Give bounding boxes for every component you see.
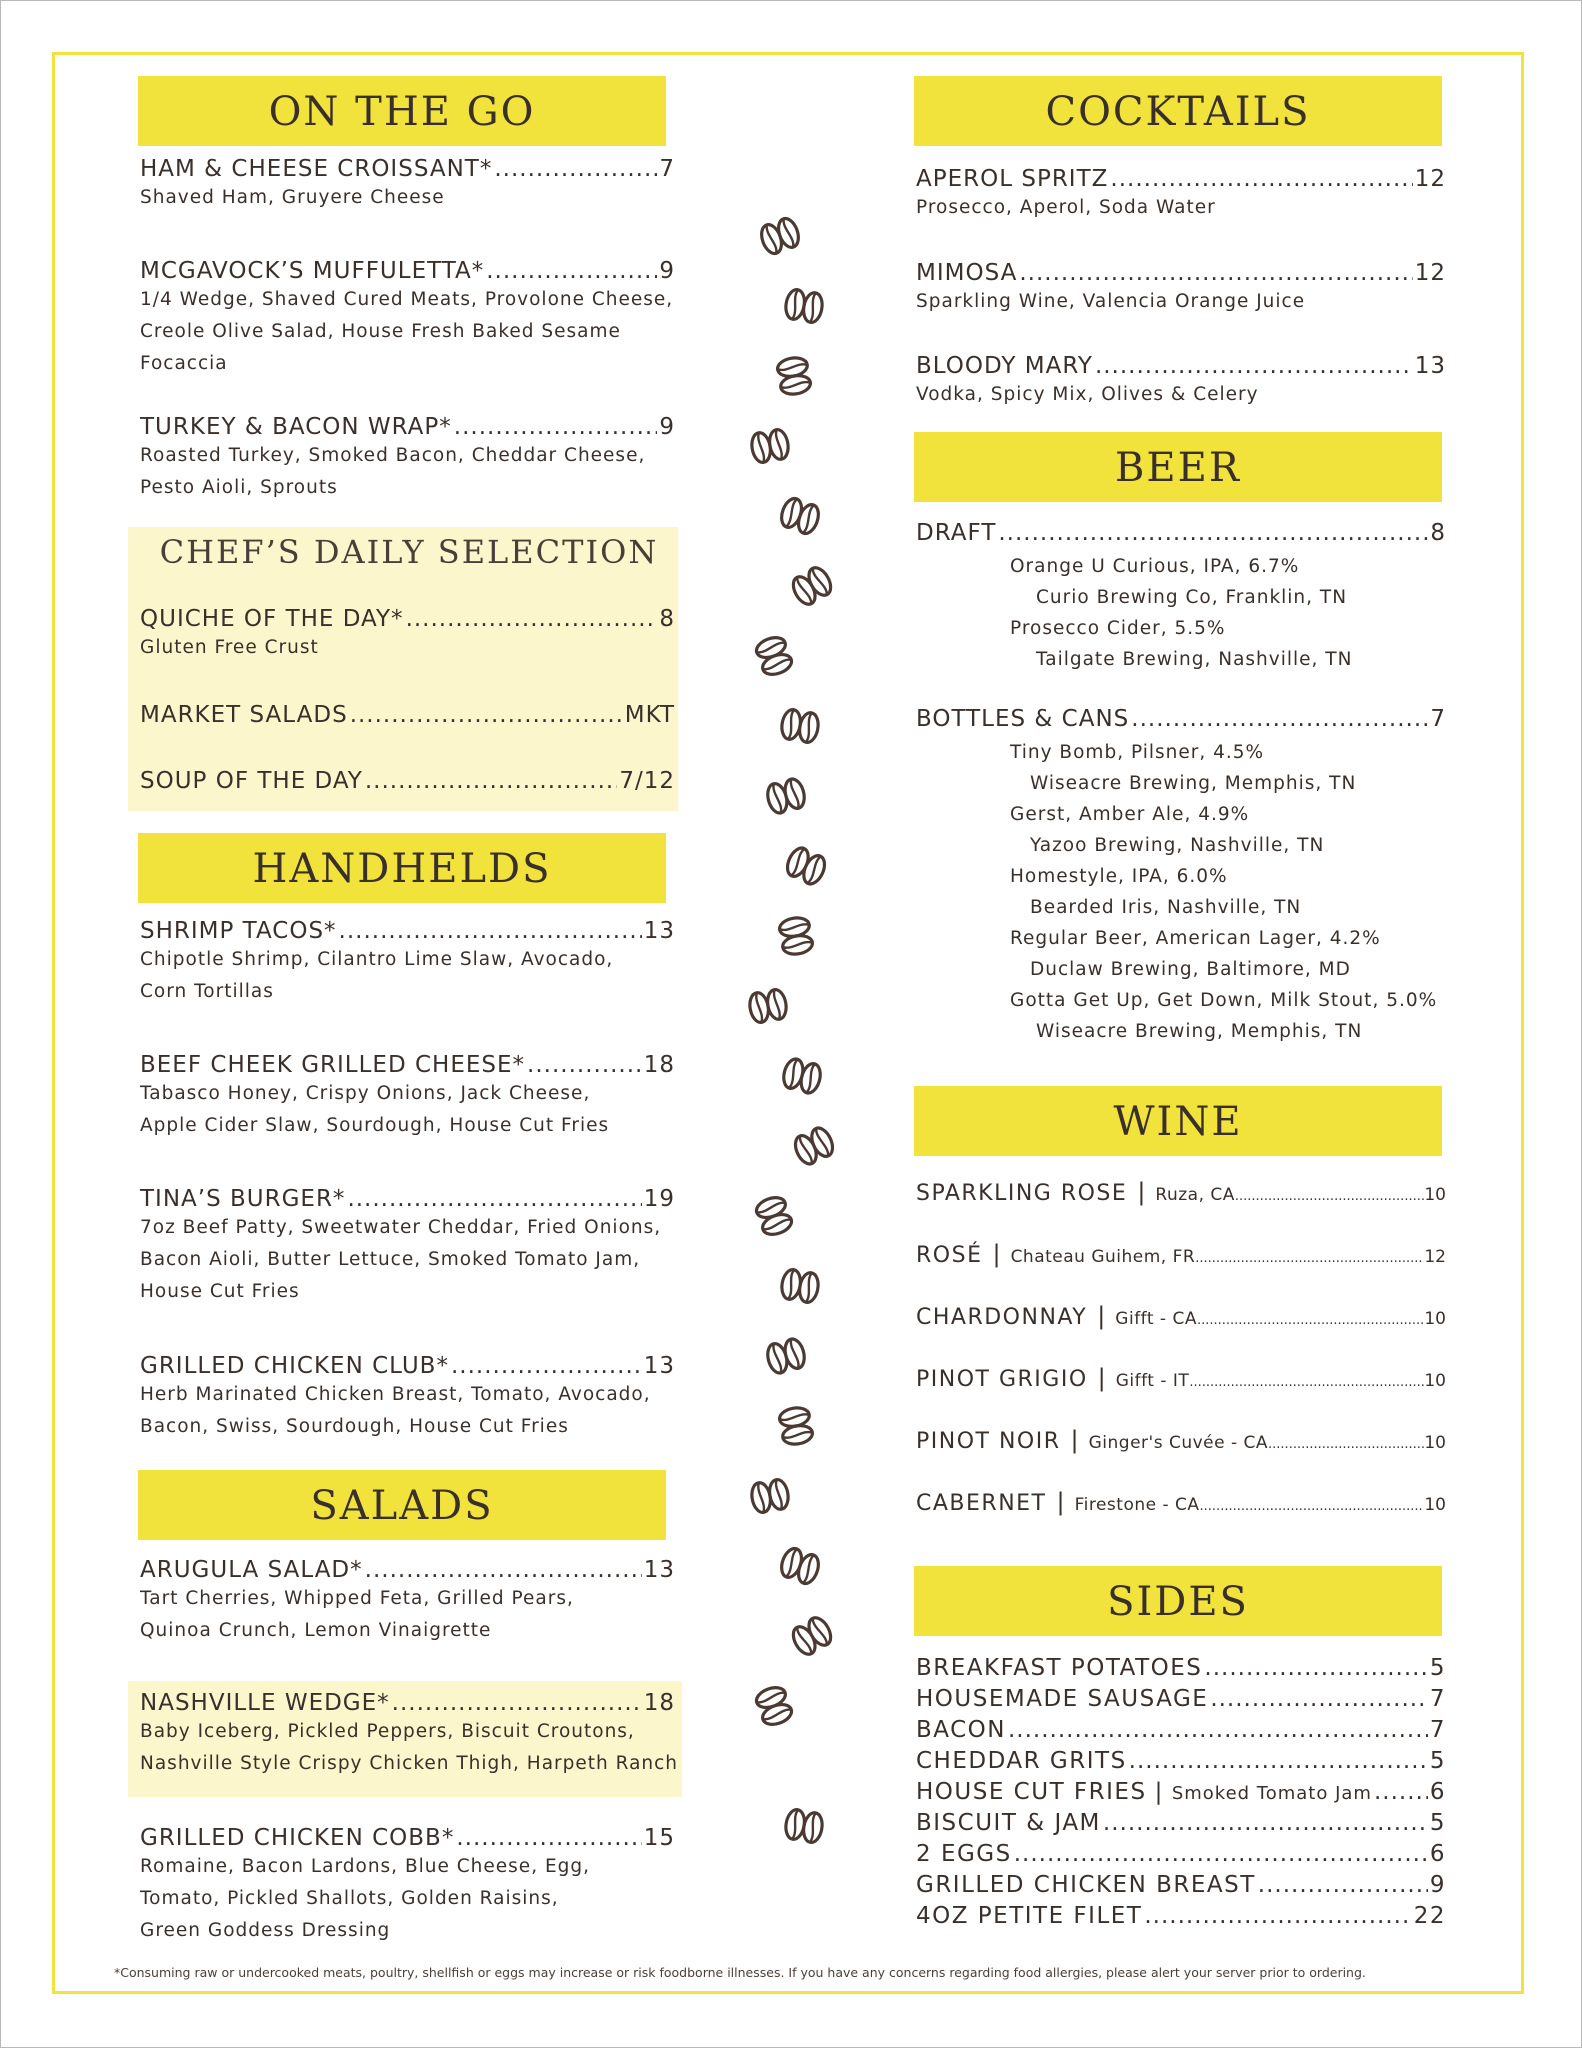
menu-item	[916, 520, 1446, 546]
side-item: BREAKFAST POTATOES ..... 5	[916, 1655, 1446, 1686]
wine-header: WINE	[914, 1086, 1442, 1156]
side-item: 4OZ PETITE FILET ..... 22	[916, 1903, 1446, 1934]
beer-line: Homestyle, IPA, 6.0%	[1010, 866, 1228, 887]
wine-origin: Gifft - IT	[1115, 1371, 1190, 1391]
item-name: ARUGULA SALAD*	[140, 1557, 363, 1583]
wine-origin: Gifft - CA	[1115, 1309, 1197, 1329]
item-price: 7/12	[619, 768, 675, 794]
wine-item: ROSÉ | Chateau Guihem, FR ..... 12	[916, 1240, 1446, 1268]
item-price: 9	[659, 258, 675, 284]
wine-name: PINOT NOIR	[916, 1429, 1061, 1454]
wine-item: CHARDONNAY | Gifft - CA ..... 10	[916, 1302, 1446, 1330]
item-name: SOUP OF THE DAY	[140, 768, 363, 794]
coffee-bean-icon	[775, 1264, 825, 1307]
item-desc: Apple Cider Slaw, Sourdough, House Cut Fries	[140, 1115, 610, 1136]
wine-item: SPARKLING ROSE | Ruza, CA ..... 10	[916, 1178, 1446, 1206]
sides-header: SIDES	[914, 1566, 1442, 1636]
chef-selection-title: CHEF’S DAILY SELECTION	[159, 533, 659, 571]
item-name: MIMOSA	[916, 260, 1018, 286]
item-name: APEROL SPRITZ	[916, 166, 1109, 192]
item-desc: Prosecco, Aperol, Soda Water	[916, 197, 1216, 218]
coffee-bean-icon	[775, 704, 825, 747]
item-name: GRILLED CHICKEN CLUB*	[140, 1353, 449, 1379]
menu-item	[140, 1353, 675, 1443]
item-price: MKT	[624, 702, 675, 728]
item-desc: Corn Tortillas	[140, 981, 274, 1002]
beer-line: Orange U Curious, IPA, 6.7%	[1010, 556, 1300, 577]
item-desc: 7oz Beef Patty, Sweetwater Cheddar, Fried Onions,	[140, 1217, 662, 1238]
wine-item: PINOT NOIR | Ginger's Cuvée - CA ..... 10	[916, 1426, 1446, 1454]
wine-name: ROSÉ	[916, 1243, 983, 1268]
item-name: MARKET SALADS	[140, 702, 348, 728]
item-name: BEEF CHEEK GRILLED CHEESE*	[140, 1052, 526, 1078]
item-price: 7	[1430, 706, 1446, 732]
side-item: CHEDDAR GRITS ..... 5	[916, 1748, 1446, 1779]
item-desc: Herb Marinated Chicken Breast, Tomato, Avocado,	[140, 1384, 651, 1405]
menu-item	[140, 414, 675, 504]
item-price: 8	[659, 606, 675, 632]
menu-item	[916, 706, 1446, 732]
item-price: 12	[1414, 166, 1446, 192]
wine-price: 12	[1424, 1247, 1446, 1267]
menu-item	[916, 166, 1446, 224]
item-price: 19	[643, 1186, 675, 1212]
coffee-bean-icon	[745, 1474, 795, 1517]
item-price: 9	[659, 414, 675, 440]
side-item: HOUSEMADE SAUSAGE ..... 7	[916, 1686, 1446, 1717]
item-desc: Tabasco Honey, Crispy Onions, Jack Cheese,	[140, 1083, 591, 1104]
wine-price: 10	[1424, 1185, 1446, 1205]
item-desc: Gluten Free Crust	[140, 637, 319, 658]
side-item: BACON ..... 7	[916, 1717, 1446, 1748]
wine-item: CABERNET | Firestone - CA ..... 10	[916, 1488, 1446, 1516]
side-item: GRILLED CHICKEN BREAST ..... 9	[916, 1872, 1446, 1903]
item-desc: Creole Olive Salad, House Fresh Baked Sesame	[140, 321, 621, 342]
wine-name: CHARDONNAY	[916, 1305, 1088, 1330]
item-price: 7	[659, 156, 675, 182]
sides-list	[916, 1655, 1446, 1934]
item-desc: Nashville Style Crispy Chicken Thigh, Harpeth Ranch	[140, 1753, 679, 1774]
wine-origin: Ginger's Cuvée - CA	[1088, 1433, 1269, 1453]
item-price: 13	[1414, 353, 1446, 379]
coffee-bean-icon	[774, 911, 817, 961]
item-desc: 1/4 Wedge, Shaved Cured Meats, Provolone Cheese,	[140, 289, 674, 310]
item-desc: Baby Iceberg, Pickled Peppers, Biscuit Croutons,	[140, 1721, 635, 1742]
item-name: BOTTLES & CANS	[916, 706, 1130, 732]
allergy-footnote: *Consuming raw or undercooked meats, poultry, shellfish or eggs may increase or risk foodborne illnesses. If you have any concerns regarding food allergies, please alert your server prior to ordering.	[114, 1965, 1366, 1980]
item-price: 15	[643, 1825, 675, 1851]
beer-line: Prosecco Cider, 5.5%	[1010, 618, 1226, 639]
item-price: 18	[643, 1690, 675, 1716]
item-price: 8	[1430, 520, 1446, 546]
item-desc: Green Goddess Dressing	[140, 1920, 391, 1941]
menu-item	[140, 702, 675, 728]
cocktails-header: COCKTAILS	[914, 76, 1442, 146]
wine-name: SPARKLING ROSE	[916, 1181, 1128, 1206]
coffee-bean-icon	[743, 984, 793, 1027]
menu-item	[916, 260, 1446, 318]
salads-header: SALADS	[138, 1470, 666, 1540]
wine-origin: Firestone - CA	[1074, 1495, 1200, 1515]
beer-line: Tailgate Brewing, Nashville, TN	[1036, 649, 1353, 670]
item-desc: Roasted Turkey, Smoked Bacon, Cheddar Cheese,	[140, 445, 646, 466]
item-name: HAM & CHEESE CROISSANT*	[140, 156, 493, 182]
menu-item	[140, 156, 675, 214]
item-desc: Sparkling Wine, Valencia Orange Juice	[916, 291, 1306, 312]
item-price: 12	[1414, 260, 1446, 286]
beer-line: Bearded Iris, Nashville, TN	[1030, 897, 1302, 918]
wine-item: PINOT GRIGIO | Gifft - IT ..... 10	[916, 1364, 1446, 1392]
menu-item	[140, 1690, 679, 1780]
menu-item	[140, 258, 675, 380]
beer-header: BEER	[914, 432, 1442, 502]
item-desc: Romaine, Bacon Lardons, Blue Cheese, Egg,	[140, 1856, 591, 1877]
coffee-bean-icon	[745, 424, 795, 467]
coffee-bean-icon	[774, 1401, 817, 1451]
beer-line: Regular Beer, American Lager, 4.2%	[1010, 928, 1381, 949]
item-name: QUICHE OF THE DAY*	[140, 606, 404, 632]
item-price: 13	[643, 1557, 675, 1583]
menu-item	[140, 918, 675, 1008]
item-desc: Bacon Aioli, Butter Lettuce, Smoked Tomato Jam,	[140, 1249, 641, 1270]
beer-line: Wiseacre Brewing, Memphis, TN	[1036, 1021, 1363, 1042]
item-desc: Tart Cherries, Whipped Feta, Grilled Pears,	[140, 1588, 574, 1609]
wine-origin: Ruza, CA	[1155, 1185, 1235, 1205]
item-desc: Vodka, Spicy Mix, Olives & Celery	[916, 384, 1259, 405]
item-name: GRILLED CHICKEN COBB*	[140, 1825, 455, 1851]
wine-name: PINOT GRIGIO	[916, 1367, 1088, 1392]
item-desc: Pesto Aioli, Sprouts	[140, 477, 338, 498]
coffee-bean-icon	[779, 1804, 829, 1847]
on-the-go-header: ON THE GO	[138, 76, 666, 146]
wine-price: 10	[1424, 1371, 1446, 1391]
item-desc: House Cut Fries	[140, 1281, 300, 1302]
menu-item	[140, 1557, 675, 1647]
beer-line: Yazoo Brewing, Nashville, TN	[1030, 835, 1325, 856]
item-name: TURKEY & BACON WRAP*	[140, 414, 452, 440]
menu-item	[140, 768, 675, 794]
item-desc: Quinoa Crunch, Lemon Vinaigrette	[140, 1620, 492, 1641]
item-name: NASHVILLE WEDGE*	[140, 1690, 390, 1716]
menu-item	[140, 1052, 675, 1142]
item-price: 13	[643, 1353, 675, 1379]
item-name: TINA’S BURGER*	[140, 1186, 346, 1212]
side-item: HOUSE CUT FRIES | Smoked Tomato Jam ..... 6	[916, 1779, 1446, 1810]
menu-item	[916, 353, 1446, 411]
item-desc: Chipotle Shrimp, Cilantro Lime Slaw, Avocado,	[140, 949, 614, 970]
coffee-bean-icon	[779, 284, 829, 327]
side-note: Smoked Tomato Jam	[1171, 1783, 1372, 1804]
item-price: 18	[643, 1052, 675, 1078]
handhelds-header: HANDHELDS	[138, 833, 666, 903]
side-item: 2 EGGS ..... 6	[916, 1841, 1446, 1872]
coffee-bean-icon	[772, 351, 815, 401]
item-desc: Tomato, Pickled Shallots, Golden Raisins,	[140, 1888, 559, 1909]
item-desc: Bacon, Swiss, Sourdough, House Cut Fries	[140, 1416, 569, 1437]
beer-line: Gotta Get Up, Get Down, Milk Stout, 5.0%	[1010, 990, 1438, 1011]
wine-price: 10	[1424, 1433, 1446, 1453]
wine-price: 10	[1424, 1495, 1446, 1515]
wine-origin: Chateau Guihem, FR	[1010, 1247, 1196, 1267]
wine-name: CABERNET	[916, 1491, 1047, 1516]
item-name: SHRIMP TACOS*	[140, 918, 337, 944]
beer-line: Tiny Bomb, Pilsner, 4.5%	[1010, 742, 1265, 763]
item-desc: Focaccia	[140, 353, 228, 374]
item-desc: Shaved Ham, Gruyere Cheese	[140, 187, 445, 208]
item-name: MCGAVOCK’S MUFFULETTA*	[140, 258, 485, 284]
item-price: 13	[643, 918, 675, 944]
side-item: BISCUIT & JAM ..... 5	[916, 1810, 1446, 1841]
menu-item	[140, 1186, 675, 1308]
beer-line: Curio Brewing Co, Franklin, TN	[1036, 587, 1348, 608]
beer-line: Gerst, Amber Ale, 4.9%	[1010, 804, 1250, 825]
wine-price: 10	[1424, 1309, 1446, 1329]
beer-line: Duclaw Brewing, Baltimore, MD	[1030, 959, 1351, 980]
beer-line: Wiseacre Brewing, Memphis, TN	[1030, 773, 1357, 794]
menu-item	[140, 606, 675, 664]
item-name: BLOODY MARY	[916, 353, 1093, 379]
item-name: DRAFT	[916, 520, 997, 546]
menu-item	[140, 1825, 675, 1947]
